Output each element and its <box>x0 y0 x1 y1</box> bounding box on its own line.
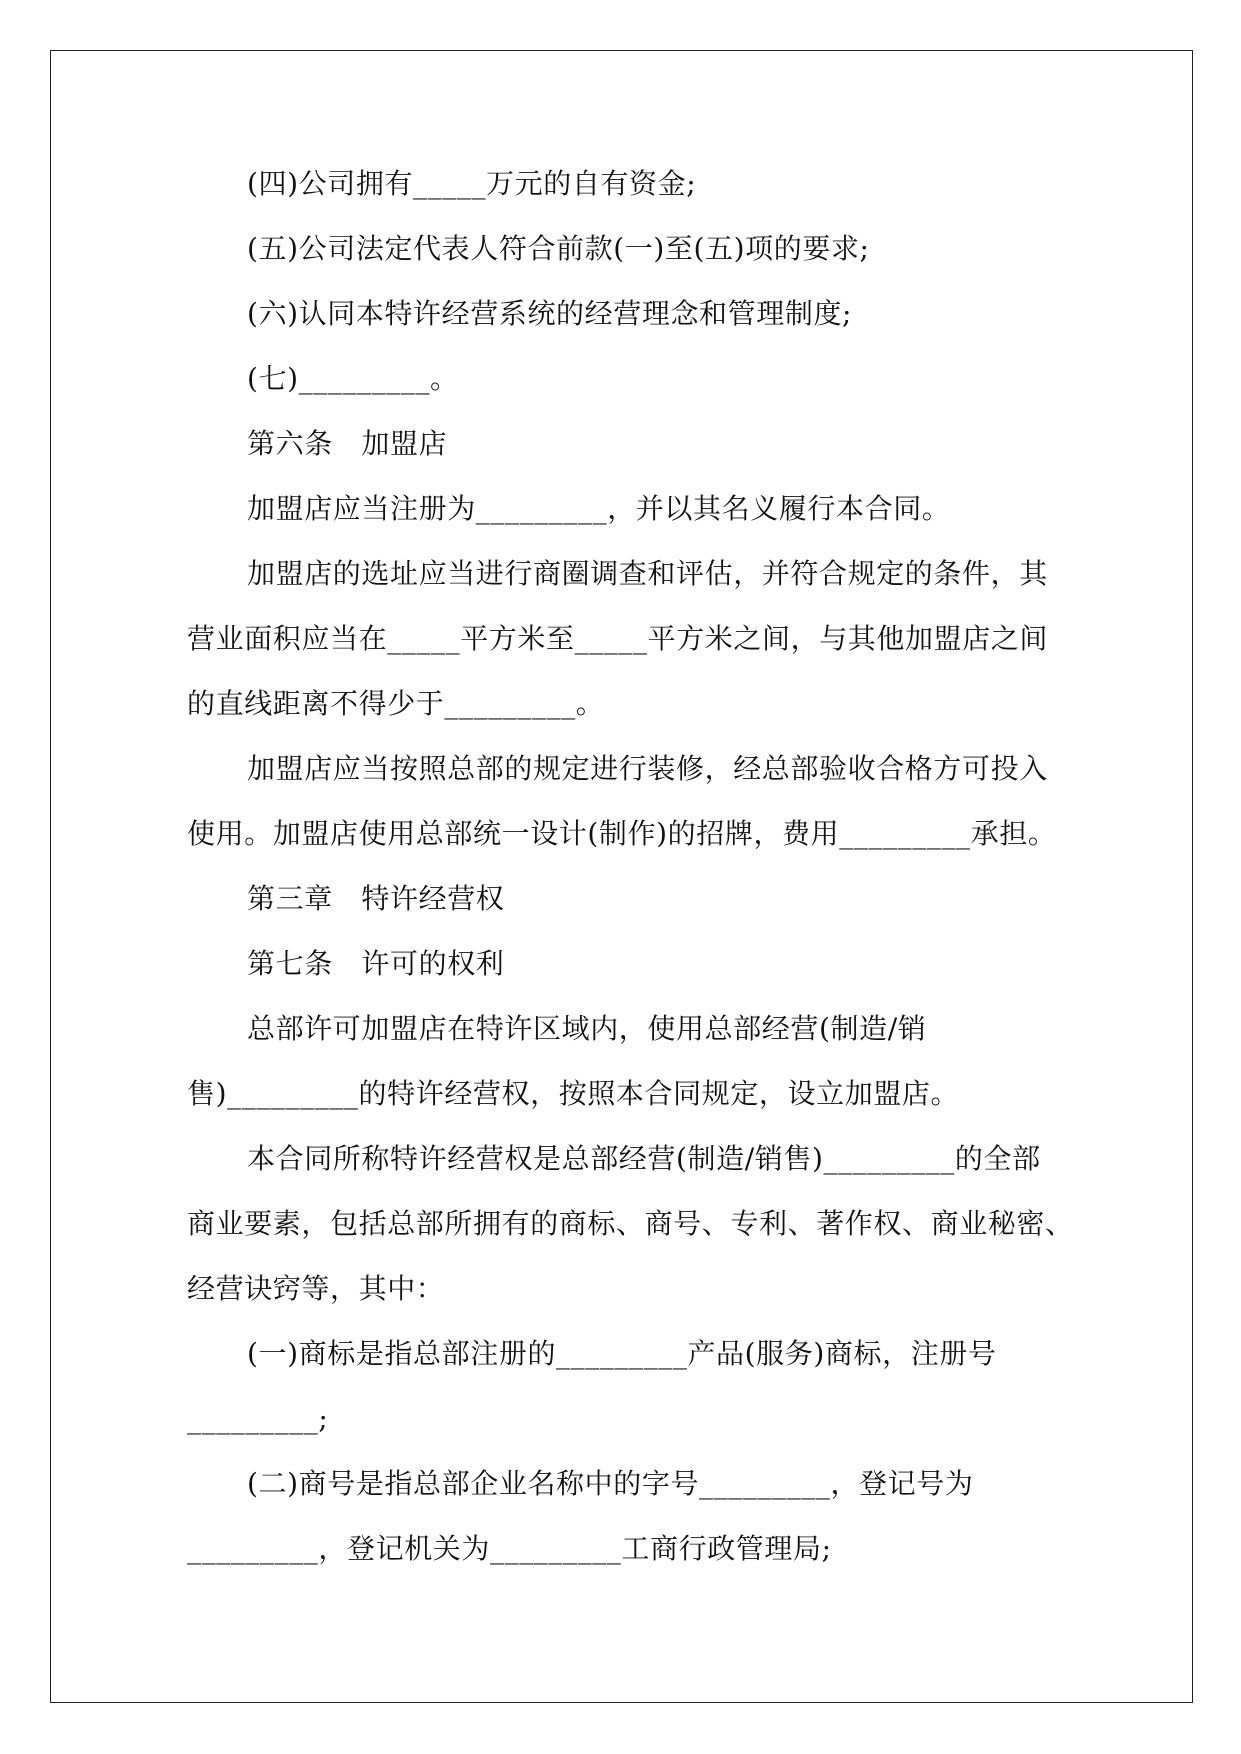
trademark-clause-line: (一)商标是指总部注册的_________产品(服务)商标，注册号 <box>247 1337 997 1370</box>
clause-7-line: (七)_________。 <box>247 362 459 395</box>
paragraph-line: 售)_________的特许经营权，按照本合同规定，设立加盟店。 <box>187 1077 960 1110</box>
article-7-heading: 第七条 许可的权利 <box>247 947 505 980</box>
paragraph-line: 经营诀窍等，其中： <box>187 1272 445 1305</box>
clause-4-line: (四)公司拥有_____万元的自有资金; <box>247 167 697 200</box>
paragraph-line: 加盟店应当按照总部的规定进行装修，经总部验收合格方可投入 <box>247 752 1048 785</box>
chapter-3-heading: 第三章 特许经营权 <box>247 882 505 915</box>
trademark-clause-line: _________; <box>187 1402 329 1435</box>
paragraph-line: 总部许可加盟店在特许区域内，使用总部经营(制造/销 <box>247 1012 927 1045</box>
trade-name-clause-line: (二)商号是指总部企业名称中的字号_________，登记号为 <box>247 1467 974 1500</box>
paragraph-line: 营业面积应当在_____平方米至_____平方米之间，与其他加盟店之间 <box>187 622 1049 655</box>
article-6-heading: 第六条 加盟店 <box>247 427 448 460</box>
paragraph-line: 加盟店应当注册为_________，并以其名义履行本合同。 <box>247 492 951 525</box>
clause-5-line: (五)公司法定代表人符合前款(一)至(五)项的要求; <box>247 232 870 265</box>
paragraph-line: 加盟店的选址应当进行商圈调查和评估，并符合规定的条件，其 <box>247 557 1048 590</box>
clause-6-line: (六)认同本特许经营系统的经营理念和管理制度; <box>247 297 853 330</box>
trade-name-clause-line: _________，登记机关为_________工商行政管理局; <box>187 1532 832 1565</box>
paragraph-line: 使用。加盟店使用总部统一设计(制作)的招牌，费用_________承担。 <box>187 817 1057 850</box>
paragraph-line: 的直线距离不得少于_________。 <box>187 687 605 720</box>
paragraph-line: 本合同所称特许经营权是总部经营(制造/销售)_________的全部 <box>247 1142 1041 1175</box>
paragraph-line: 商业要素，包括总部所拥有的商标、商号、专利、著作权、商业秘密、 <box>187 1207 1074 1240</box>
